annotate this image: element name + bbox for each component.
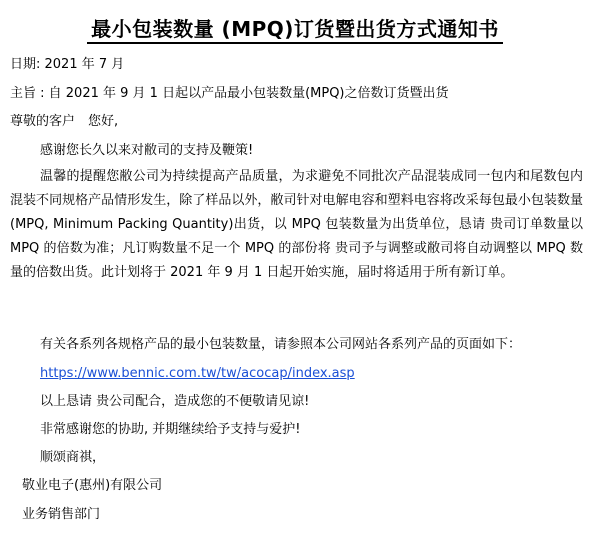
date-line: 日期: 2021 年 7 月 [10, 57, 125, 72]
greeting: 尊敬的客户 您好, [10, 114, 119, 129]
reference-line: 有关各系列各规格产品的最小包装数量，请参照本公司网站各系列产品的页面如下： [40, 337, 522, 352]
document-title-text: 最小包装数量 (MPQ)订货暨出货方式通知书 [87, 17, 503, 44]
closing-line: 顺颂商祺， [40, 450, 106, 465]
appreciation-line: 非常感谢您的协助, 并期继续给予支持与爱护! [40, 422, 301, 437]
department-name: 业务销售部门 [22, 507, 101, 522]
document-title [0, 16, 590, 42]
website-link-text[interactable]: https://www.bennic.com.tw/tw/acocap/index.asp [40, 366, 355, 381]
company-name: 敬业电子(惠州)有限公司 [22, 478, 163, 493]
subject-line: 主旨 : 自 2021 年 9 月 1 日起以产品最小包装数量(MPQ)之倍数订货暨出货 [10, 86, 449, 101]
thanks-line: 感谢您长久以来对敝司的支持及鞭策! [40, 143, 254, 158]
body-paragraph: 温馨的提醒您敝公司为持续提高产品质量，为求避免不同批次产品混装成同一包内和尾数包内混装不同规格产品情形发生，除了样品以外，敝司针对电解电容和塑料电容将改采每包最小包装数量(MPQ, Minimum Packing Quantity)出货，以 MPQ 包装数量为出货单位，恳请 贵司订单数量以 MPQ 的倍数为准；凡订购数量不足一个 MPQ 的部份将 贵司予与调整或敝司将自动调整以 MPQ 数量的倍数出货。此计划将于 2021 年 9 月 1 日起开始实施，届时将适用于所有新订单。 [10, 169, 583, 280]
website-link[interactable] [40, 365, 355, 383]
cooperation-line: 以上恳请 贵公司配合，造成您的不便敬请见谅! [40, 394, 310, 409]
